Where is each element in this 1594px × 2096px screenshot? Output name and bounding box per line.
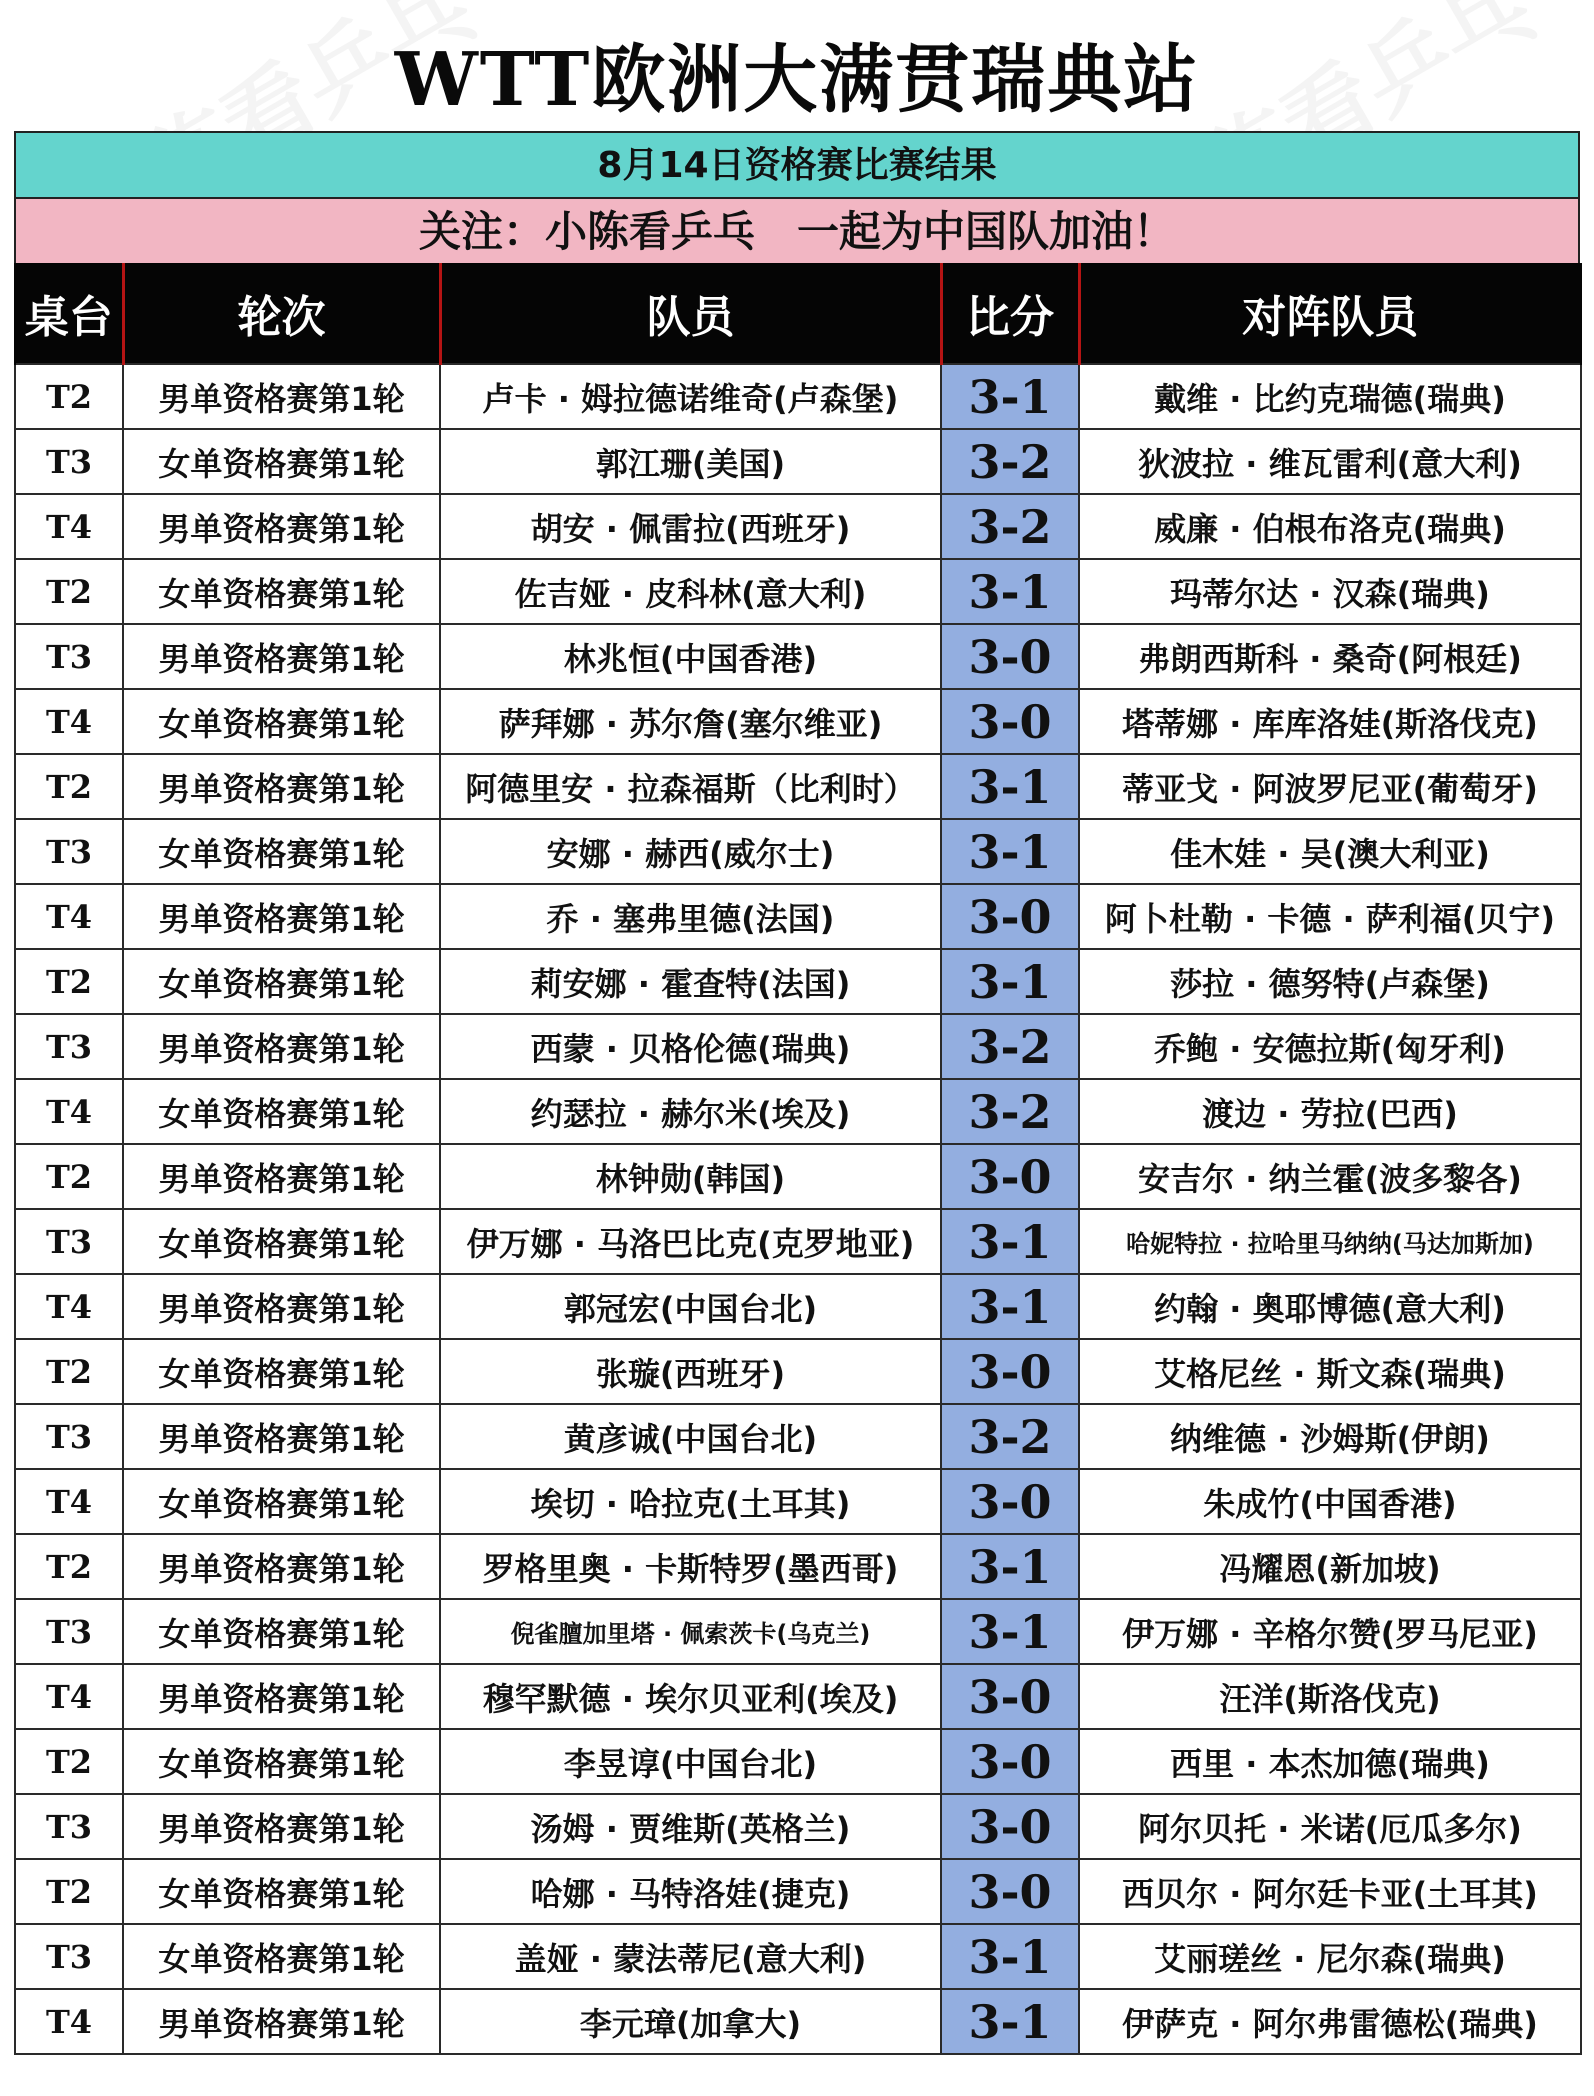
cell-round: 女单资格赛第1轮 [123,1469,440,1534]
cell-player: 汤姆 · 贾维斯(英格兰) [440,1794,941,1859]
table-row [15,559,1581,624]
cell-player: 乔 · 塞弗里德(法国) [440,884,941,949]
cell-table: T3 [15,1014,123,1079]
cell-player: 倪雀膻加里塔 · 佩索茨卡(乌克兰) [440,1599,941,1664]
cell-player: 张璇(西班牙) [440,1339,941,1404]
cell-score: 3-1 [941,949,1079,1014]
table-row [15,494,1581,559]
cell-player: 哈娜 · 马特洛娃(捷克) [440,1859,941,1924]
table-row [15,624,1581,689]
table-row [15,1079,1581,1144]
cell-opponent: 佳木娃 · 吴(澳大利亚) [1079,819,1581,884]
cell-table: T2 [15,1729,123,1794]
cell-table: T4 [15,884,123,949]
cell-table: T4 [15,1079,123,1144]
cell-table: T4 [15,1989,123,2054]
cell-round: 女单资格赛第1轮 [123,1339,440,1404]
cell-round: 男单资格赛第1轮 [123,364,440,429]
cell-score: 3-0 [941,1144,1079,1209]
cell-player: 胡安 · 佩雷拉(西班牙) [440,494,941,559]
cell-opponent: 艾丽瑳丝 · 尼尔森(瑞典) [1079,1924,1581,1989]
cell-score: 3-0 [941,1664,1079,1729]
cell-opponent: 渡边 · 劳拉(巴西) [1079,1079,1581,1144]
cell-round: 男单资格赛第1轮 [123,1794,440,1859]
cell-player: 郭冠宏(中国台北) [440,1274,941,1339]
header-opponent: 对阵队员 [1079,263,1581,364]
cell-opponent: 莎拉 · 德努特(卢森堡) [1079,949,1581,1014]
cell-score: 3-0 [941,884,1079,949]
table-row [15,1209,1581,1274]
cell-opponent: 阿尔贝托 · 米诺(厄瓜多尔) [1079,1794,1581,1859]
cell-score: 3-0 [941,1794,1079,1859]
cell-round: 男单资格赛第1轮 [123,624,440,689]
cell-score: 3-1 [941,1989,1079,2054]
cell-round: 男单资格赛第1轮 [123,1014,440,1079]
cell-opponent: 朱成竹(中国香港) [1079,1469,1581,1534]
cell-score: 3-1 [941,819,1079,884]
results-board [14,131,1580,2055]
table-row [15,1534,1581,1599]
cell-score: 3-2 [941,429,1079,494]
cell-opponent: 威廉 · 伯根布洛克(瑞典) [1079,494,1581,559]
table-row [15,689,1581,754]
subtitle-banner: 8月14日资格赛比赛结果 [14,131,1580,197]
cell-opponent: 阿卜杜勒 · 卡德 · 萨利福(贝宁) [1079,884,1581,949]
cell-round: 男单资格赛第1轮 [123,1274,440,1339]
cell-opponent: 汪洋(斯洛伐克) [1079,1664,1581,1729]
header-score: 比分 [941,263,1079,364]
cell-score: 3-2 [941,1404,1079,1469]
cell-round: 男单资格赛第1轮 [123,1664,440,1729]
cell-round: 男单资格赛第1轮 [123,1534,440,1599]
cell-round: 女单资格赛第1轮 [123,1859,440,1924]
cell-player: 穆罕默德 · 埃尔贝亚利(埃及) [440,1664,941,1729]
cell-table: T2 [15,1339,123,1404]
cell-opponent: 伊万娜 · 辛格尔赞(罗马尼亚) [1079,1599,1581,1664]
cell-round: 女单资格赛第1轮 [123,429,440,494]
cell-player: 罗格里奥 · 卡斯特罗(墨西哥) [440,1534,941,1599]
cell-score: 3-0 [941,1469,1079,1534]
cell-table: T2 [15,364,123,429]
cell-round: 女单资格赛第1轮 [123,689,440,754]
header-round: 轮次 [123,263,440,364]
cell-score: 3-0 [941,1339,1079,1404]
cell-round: 女单资格赛第1轮 [123,559,440,624]
cell-player: 林兆恒(中国香港) [440,624,941,689]
cell-opponent: 西贝尔 · 阿尔廷卡亚(土耳其) [1079,1859,1581,1924]
table-row [15,1664,1581,1729]
table-row [15,1014,1581,1079]
cell-opponent: 安吉尔 · 纳兰霍(波多黎各) [1079,1144,1581,1209]
cell-score: 3-2 [941,1014,1079,1079]
cell-table: T2 [15,1144,123,1209]
cell-table: T3 [15,1794,123,1859]
cell-score: 3-1 [941,559,1079,624]
cell-opponent: 哈妮特拉 · 拉哈里马纳纳(马达加斯加) [1079,1209,1581,1274]
cell-player: 约瑟拉 · 赫尔米(埃及) [440,1079,941,1144]
table-row [15,1274,1581,1339]
cell-score: 3-1 [941,1274,1079,1339]
cell-player: 佐吉娅 · 皮科林(意大利) [440,559,941,624]
cell-opponent: 乔鲍 · 安德拉斯(匈牙利) [1079,1014,1581,1079]
cell-table: T3 [15,1209,123,1274]
cell-player: 莉安娜 · 霍查特(法国) [440,949,941,1014]
cell-opponent: 伊萨克 · 阿尔弗雷德松(瑞典) [1079,1989,1581,2054]
cell-score: 3-0 [941,1729,1079,1794]
cell-score: 3-0 [941,689,1079,754]
cell-table: T2 [15,1534,123,1599]
cell-opponent: 狄波拉 · 维瓦雷利(意大利) [1079,429,1581,494]
cell-table: T2 [15,1859,123,1924]
cell-round: 男单资格赛第1轮 [123,1404,440,1469]
cell-opponent: 约翰 · 奥耶博德(意大利) [1079,1274,1581,1339]
table-row [15,1144,1581,1209]
cell-table: T2 [15,754,123,819]
cell-score: 3-2 [941,1079,1079,1144]
table-row [15,1404,1581,1469]
cell-score: 3-0 [941,624,1079,689]
table-row [15,819,1581,884]
cell-score: 3-0 [941,1859,1079,1924]
cell-round: 女单资格赛第1轮 [123,1599,440,1664]
cell-round: 女单资格赛第1轮 [123,949,440,1014]
cell-round: 男单资格赛第1轮 [123,1989,440,2054]
cell-table: T3 [15,429,123,494]
cell-table: T4 [15,1274,123,1339]
cell-opponent: 西里 · 本杰加德(瑞典) [1079,1729,1581,1794]
cell-opponent: 塔蒂娜 · 库库洛娃(斯洛伐克) [1079,689,1581,754]
cell-player: 盖娅 · 蒙法蒂尼(意大利) [440,1924,941,1989]
follow-banner: 关注：小陈看乒乓 一起为中国队加油！ [14,197,1580,263]
cell-player: 卢卡 · 姆拉德诺维奇(卢森堡) [440,364,941,429]
cell-player: 李元璋(加拿大) [440,1989,941,2054]
table-row [15,1989,1581,2054]
cell-table: T2 [15,559,123,624]
results-table [14,263,1582,2055]
table-row [15,1599,1581,1664]
cell-score: 3-1 [941,1599,1079,1664]
cell-player: 西蒙 · 贝格伦德(瑞典) [440,1014,941,1079]
cell-round: 女单资格赛第1轮 [123,1209,440,1274]
cell-round: 男单资格赛第1轮 [123,494,440,559]
cell-score: 3-1 [941,1209,1079,1274]
cell-score: 3-1 [941,1534,1079,1599]
cell-table: T4 [15,689,123,754]
cell-opponent: 戴维 · 比约克瑞德(瑞典) [1079,364,1581,429]
cell-player: 郭江珊(美国) [440,429,941,494]
cell-score: 3-1 [941,754,1079,819]
table-row [15,1859,1581,1924]
cell-round: 男单资格赛第1轮 [123,754,440,819]
cell-player: 安娜 · 赫西(威尔士) [440,819,941,884]
table-row [15,949,1581,1014]
table-row [15,1729,1581,1794]
cell-round: 女单资格赛第1轮 [123,1924,440,1989]
cell-score: 3-1 [941,364,1079,429]
table-row [15,1794,1581,1859]
cell-table: T3 [15,624,123,689]
cell-table: T4 [15,1664,123,1729]
cell-player: 阿德里安 · 拉森福斯（比利时） [440,754,941,819]
cell-table: T3 [15,1599,123,1664]
cell-round: 女单资格赛第1轮 [123,1729,440,1794]
table-header-row [15,263,1581,364]
cell-opponent: 弗朗西斯科 · 桑奇(阿根廷) [1079,624,1581,689]
cell-score: 3-1 [941,1924,1079,1989]
cell-round: 女单资格赛第1轮 [123,819,440,884]
cell-player: 萨拜娜 · 苏尔詹(塞尔维亚) [440,689,941,754]
table-row [15,429,1581,494]
cell-opponent: 蒂亚戈 · 阿波罗尼亚(葡萄牙) [1079,754,1581,819]
page-title: WTT欧洲大满贯瑞典站 [394,37,1200,123]
cell-player: 林钟勋(韩国) [440,1144,941,1209]
cell-table: T4 [15,1469,123,1534]
header-table: 桌台 [15,263,123,364]
header-player: 队员 [440,263,941,364]
table-row [15,1924,1581,1989]
cell-round: 男单资格赛第1轮 [123,1144,440,1209]
table-row [15,884,1581,949]
cell-player: 埃切 · 哈拉克(土耳其) [440,1469,941,1534]
cell-opponent: 纳维德 · 沙姆斯(伊朗) [1079,1404,1581,1469]
cell-round: 女单资格赛第1轮 [123,1079,440,1144]
cell-opponent: 艾格尼丝 · 斯文森(瑞典) [1079,1339,1581,1404]
cell-player: 李昱谆(中国台北) [440,1729,941,1794]
cell-player: 黄彦诚(中国台北) [440,1404,941,1469]
cell-opponent: 玛蒂尔达 · 汉森(瑞典) [1079,559,1581,624]
cell-opponent: 冯耀恩(新加坡) [1079,1534,1581,1599]
table-row [15,364,1581,429]
cell-player: 伊万娜 · 马洛巴比克(克罗地亚) [440,1209,941,1274]
cell-table: T4 [15,494,123,559]
table-row [15,754,1581,819]
cell-table: T3 [15,1404,123,1469]
table-row [15,1469,1581,1534]
cell-round: 男单资格赛第1轮 [123,884,440,949]
cell-table: T3 [15,1924,123,1989]
cell-table: T2 [15,949,123,1014]
table-row [15,1339,1581,1404]
cell-table: T3 [15,819,123,884]
cell-score: 3-2 [941,494,1079,559]
